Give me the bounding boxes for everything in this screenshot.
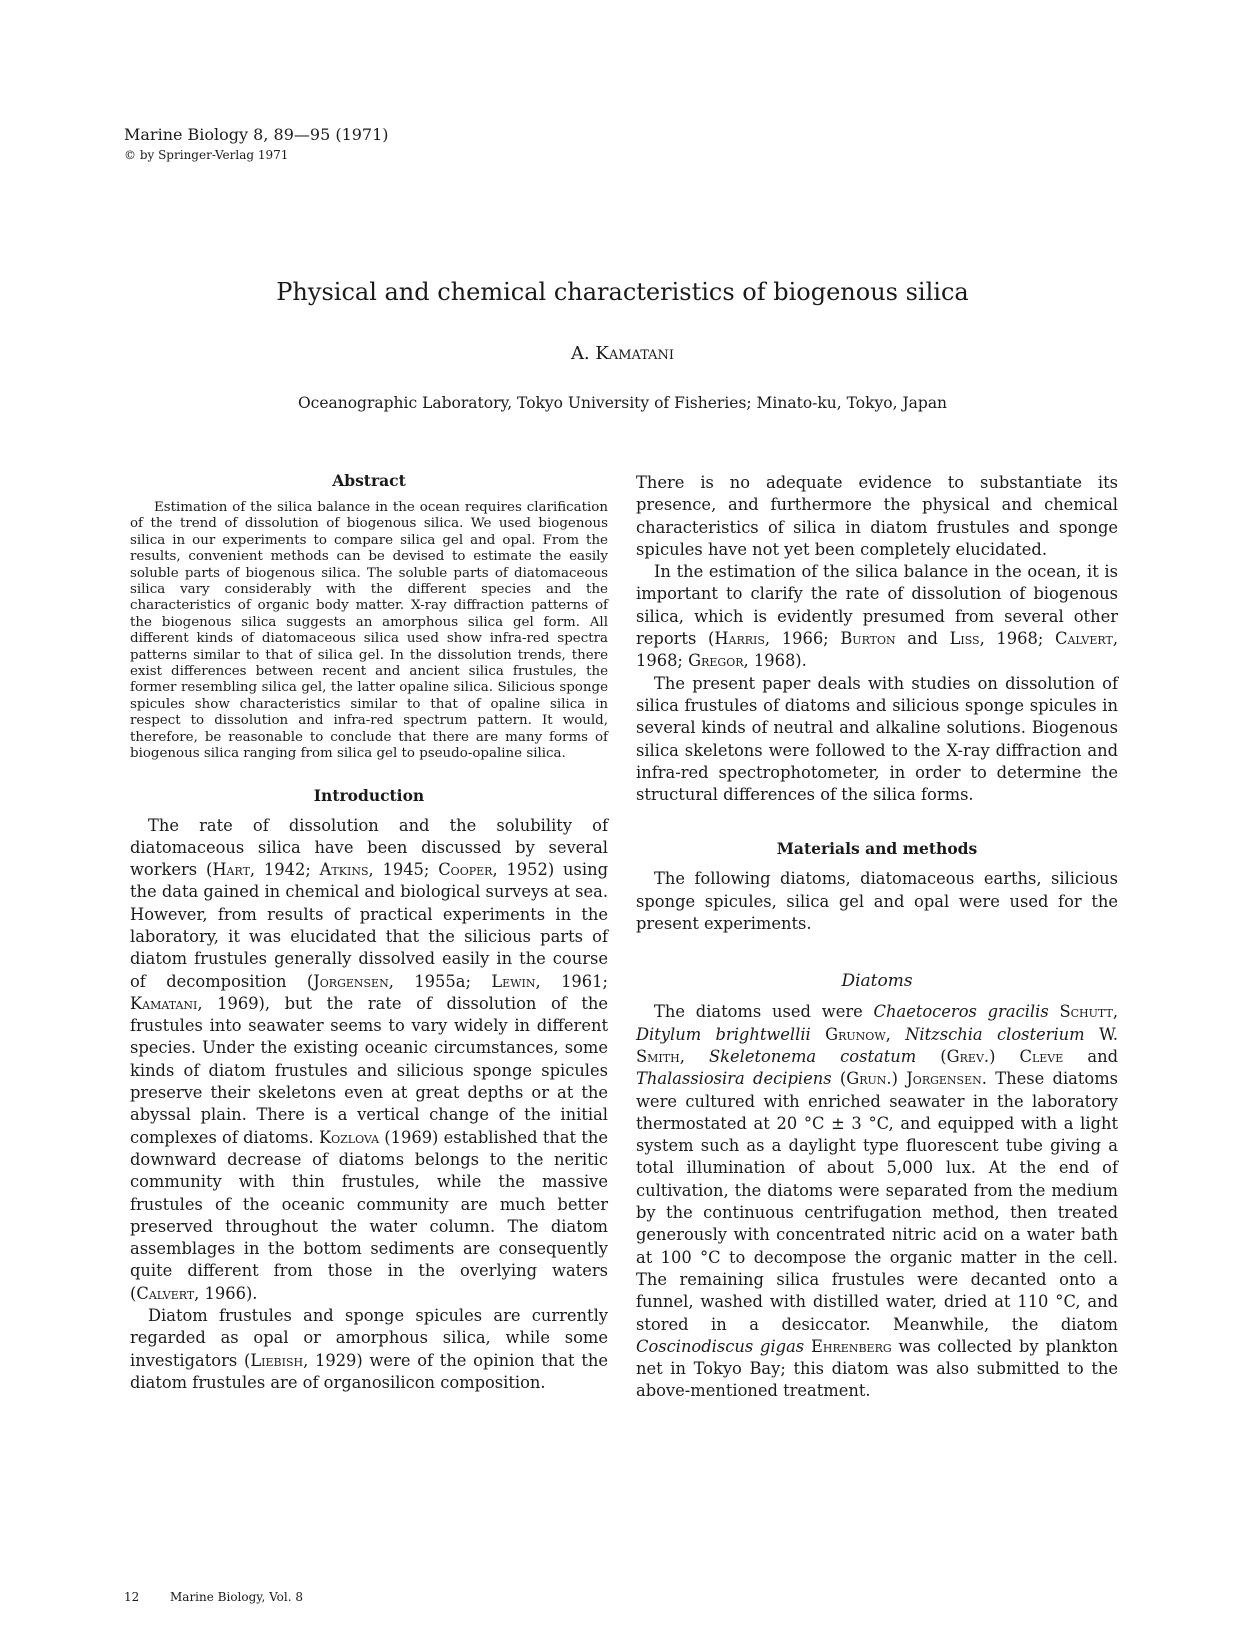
citation: Kamatani xyxy=(130,993,198,1013)
introduction-heading: Introduction xyxy=(313,785,425,805)
page-footer xyxy=(124,1588,303,1606)
citation: Jorgensen xyxy=(313,971,389,991)
citation: Atkins xyxy=(319,860,369,880)
citation: Cooper xyxy=(438,860,493,880)
citation: Liss xyxy=(949,629,980,649)
left-column xyxy=(130,470,608,1394)
citation: Ehrenberg xyxy=(804,1336,892,1356)
abstract-text: Estimation of the silica balance in the ocean requires clarification of the trend of dissolution of biogenous silica. We used biogenous silica in our experiments to compare silica gel and opal. From the results, convenient methods can be devised to estimate the easily soluble parts of biogenous silica. The soluble parts of diatomaceous silica vary considerably with the different species and the characteristics of organic body matter. X-ray diffraction patterns of the biogenous silica suggests an amorphous silica gel form. All different kinds of diatomaceous silica used show infra-red spectra patterns similar to that of silica gel. In the dissolution trends, there exist differences between recent and ancient silica frustules, the former resembling silica gel, the latter opaline silica. Silicious sponge spicules show characteristics similar to that of opaline silica in respect to dissolution and infra-red spectrum pattern. It would, therefore, be reasonable to conclude that there are many forms of biogenous silica ranging from silica gel to pseudo-opaline silica. xyxy=(130,500,608,762)
introduction-paragraph-1: The rate of dissolution and the solubility of diatomaceous silica have been discussed by several workers (Hart, 1942; Atkins, 1945; Cooper, 1952) using the data gained in chemical and biological surveys at sea. However, from results of practical experiments in the laboratory, it was elucidated that the silicious parts of diatom frustules generally dissolved easily in the course of decomposition (Jorgensen, 1955a; Lewin, 1961; Kamatani, 1969), but the rate of dissolution of the frustules into seawater seems to vary widely in different species. Under the existing oceanic circumstances, some kinds of diatom frustules and silicious sponge spicules preserve their skeletons even at great depths or at the abyssal plain. There is a vertical change of the initial complexes of diatoms. Kozlova (1969) established that the downward decrease of diatoms belongs to the neritic community with thin frustules, while the massive frustules of the oceanic community are much better preserved throughout the water column. The diatom assemblages in the bottom sediments are consequently quite different from those in the overlying waters (Calvert, 1966). xyxy=(130,815,608,1303)
citation: Calvert xyxy=(136,1283,195,1303)
citation: Calvert xyxy=(1055,629,1113,649)
journal-header xyxy=(124,124,389,164)
citation: Burton xyxy=(840,629,896,649)
species-name: Thalassiosira decipiens xyxy=(636,1069,832,1089)
methods-heading: Materials and methods xyxy=(776,839,978,859)
citation: Kozlova xyxy=(318,1127,380,1147)
citation: Harris xyxy=(714,629,765,649)
species-name: Ditylum brightwellii xyxy=(636,1024,811,1044)
introduction-continued: There is no adequate evidence to substantiate its presence, and furthermore the physical and chemical characteristics of silica in diatom frustules and sponge spicules have not yet been completely elucidated. xyxy=(636,473,1118,559)
species-name: Nitzschia closterium xyxy=(905,1024,1085,1044)
species-name: Chaetoceros gracilis xyxy=(873,1002,1049,1022)
affiliation: Oceanographic Laboratory, Tokyo University of Fisheries; Minato-ku, Tokyo, Japan xyxy=(297,394,948,412)
diatoms-heading: Diatoms xyxy=(841,971,913,992)
introduction-paragraph-2: Diatom frustules and sponge spicules are currently regarded as opal or amorphous silica, while some investigators (Liebish, 1929) were of the opinion that the diatom frustules are of organosilicon composition. xyxy=(130,1306,608,1392)
citation: W. Smith xyxy=(636,1024,1119,1066)
citation: (Grun.) Jorgensen xyxy=(831,1069,982,1089)
page-number: 12 xyxy=(124,1590,140,1604)
introduction-paragraph-4: The present paper deals with studies on dissolution of silica frustules of diatoms and silicious sponge spicules in several kinds of neutral and alkaline solutions. Biogenous silica skeletons were followed to the X-ray diffraction and infra-red spectrophotometer, in order to determine the structural differences of the silica forms. xyxy=(636,673,1118,805)
abstract-heading: Abstract xyxy=(332,471,406,490)
author-name: A. Kamatani xyxy=(570,343,675,364)
citation: Gregor xyxy=(688,651,744,671)
diatoms-paragraph: The diatoms used were Chaetoceros gracilis Schutt, Ditylum brightwellii Grunow, Nitzschia closterium W. Smith, Skeletonema costatum (Grev.) Cleve and Thalassiosira decipiens (Grun.) Jorgensen. These diatoms were cultured with enriched seawater in the laboratory thermostated at 20 °C ± 3 °C, and equipped with a light system such as a daylight type fluorescent tube giving a total illumination of about 5,000 lux. At the end of cultivation, the diatoms were separated from the medium by the continuous centrifugation method, then treated generously with concentrated nitric acid on a water bath at 100 °C to decompose the organic matter in the cell. The remaining silica frustules were decanted onto a funnel, washed with distilled water, dried at 110 °C, and stored in a desiccator. Meanwhile, the diatom Coscinodiscus gigas Ehrenberg was collected by plankton net in Tokyo Bay; this diatom was also submitted to the above-mentioned treatment. xyxy=(636,1002,1119,1401)
copyright-notice: © by Springer-Verlag 1971 xyxy=(124,148,289,162)
citation: Schutt xyxy=(1048,1002,1113,1022)
citation: Hart xyxy=(212,860,250,880)
species-name: Coscinodiscus gigas xyxy=(636,1336,805,1356)
citation: Liebish xyxy=(250,1350,304,1370)
methods-paragraph: The following diatoms, diatomaceous earths, silicious sponge spicules, silica gel and opal were used for the present experiments. xyxy=(636,869,1118,934)
species-name: Skeletonema costatum xyxy=(708,1046,917,1066)
paper-title: Physical and chemical characteristics of biogenous silica xyxy=(276,278,969,306)
citation: Lewin xyxy=(491,971,536,991)
citation: Grunow xyxy=(810,1024,886,1044)
citation: (Grev.) Cleve xyxy=(916,1046,1064,1066)
introduction-paragraph-3: In the estimation of the silica balance in the ocean, it is important to clarify the rate of dissolution of biogenous silica, which is evidently presumed from several other reports (Harris, 1966; Burton and Liss, 1968; Calvert, 1968; Gregor, 1968). xyxy=(636,562,1119,671)
footer-journal: Marine Biology, Vol. 8 xyxy=(170,1590,303,1604)
journal-citation: Marine Biology 8, 89—95 (1971) xyxy=(124,125,389,144)
right-column xyxy=(636,472,1118,1403)
